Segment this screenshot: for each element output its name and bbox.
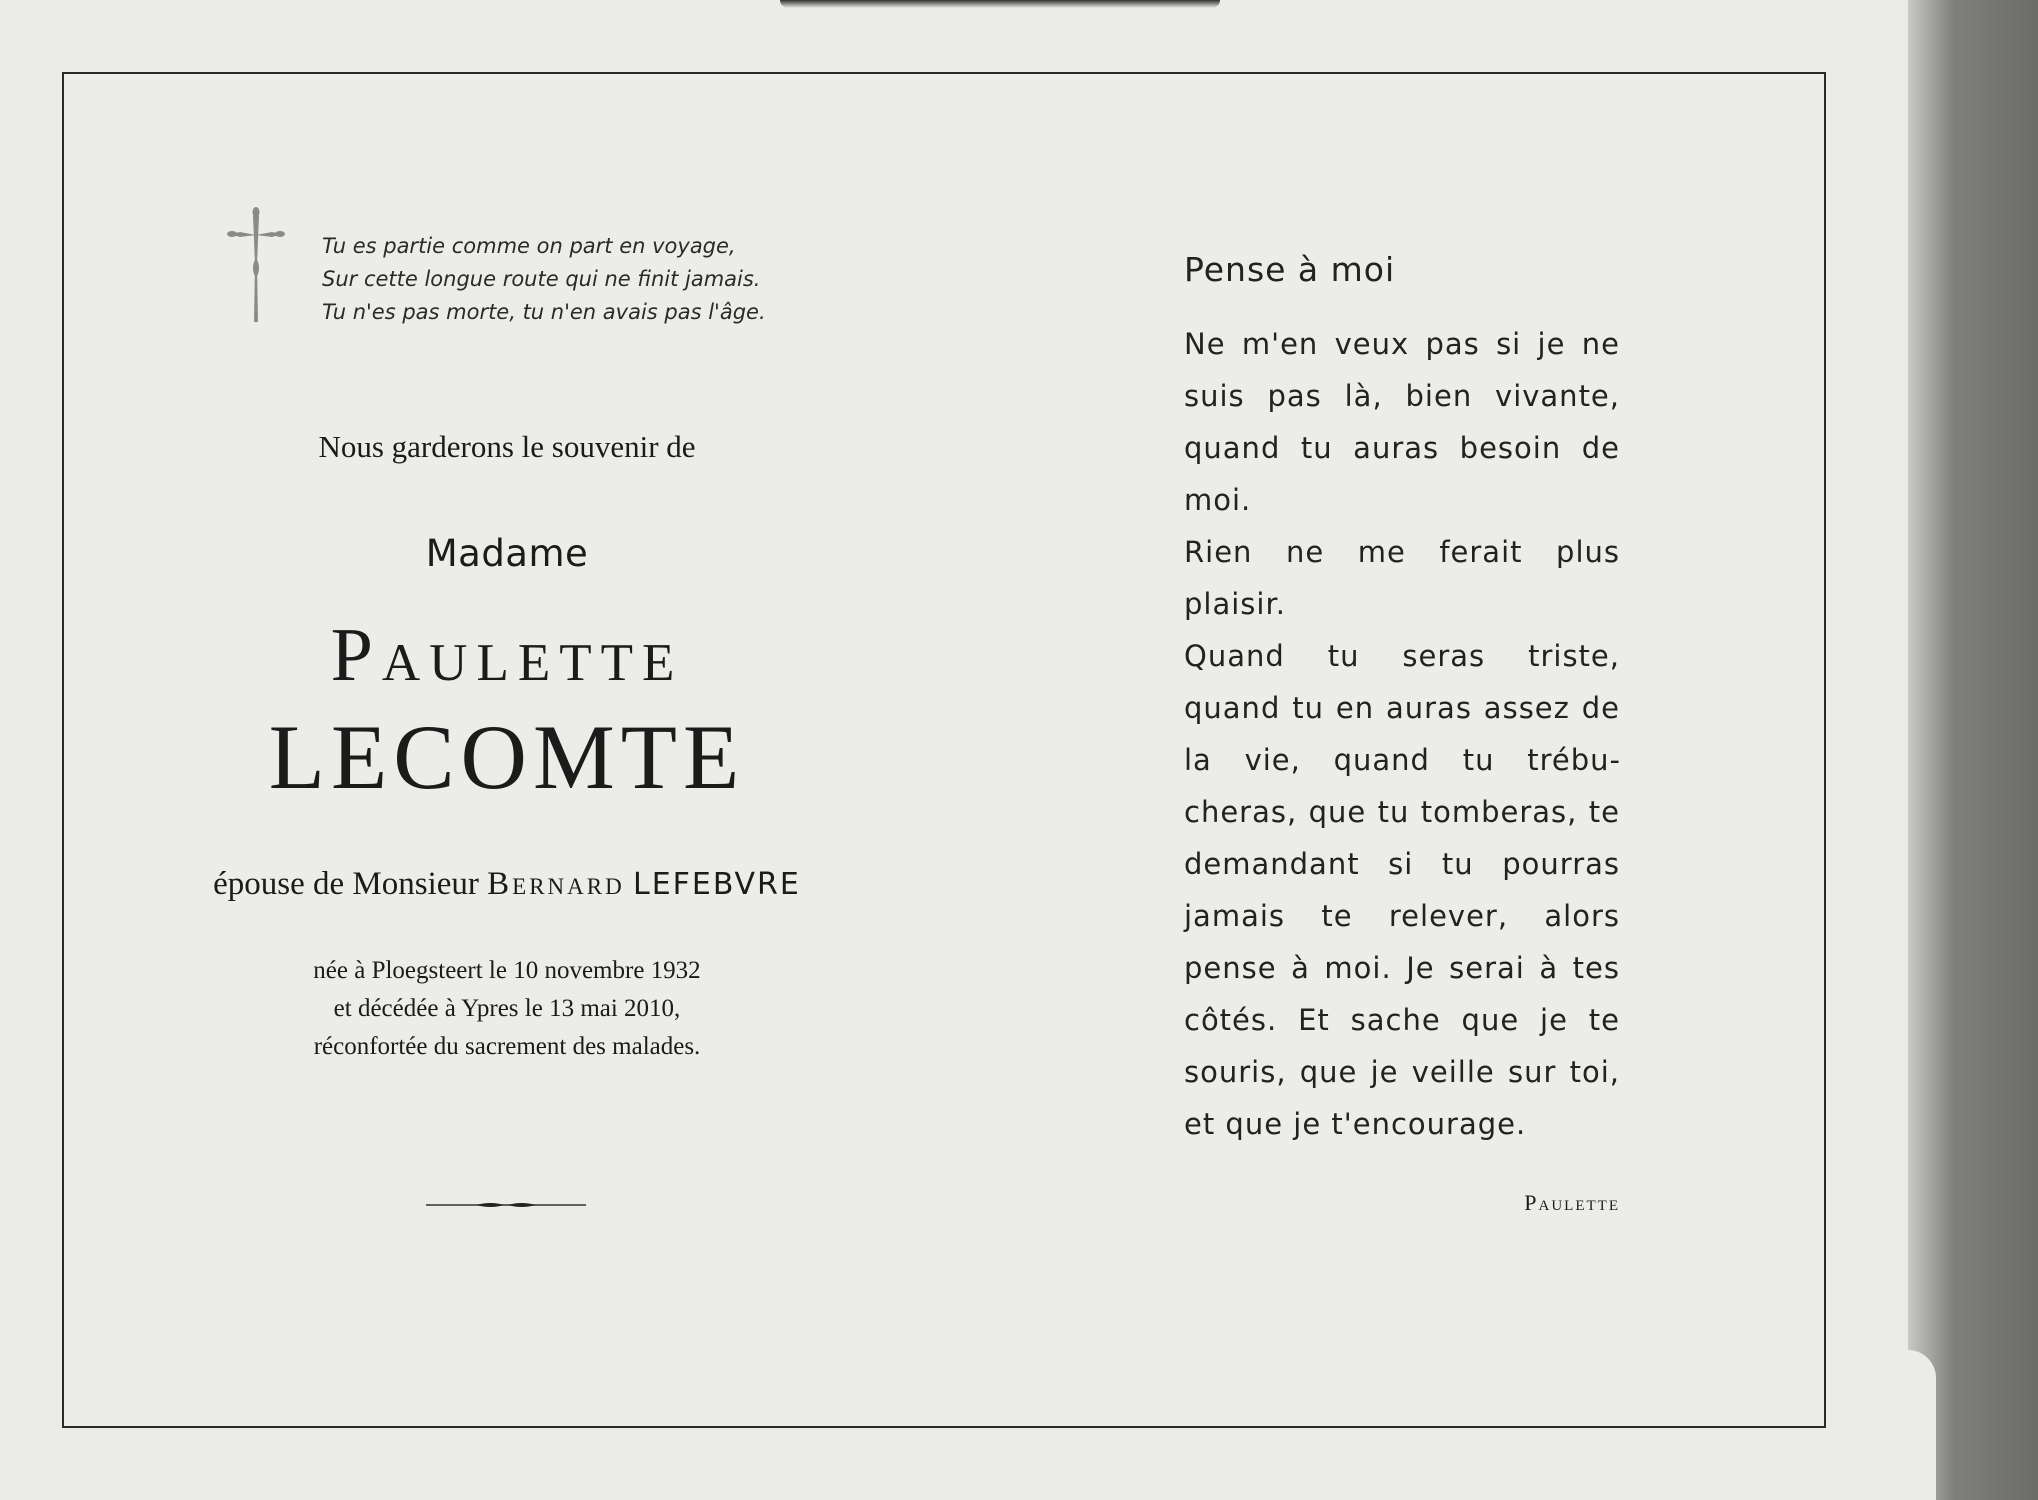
- first-name: Paulette: [330, 613, 684, 697]
- spouse-last-name: LEFEBVRE: [632, 867, 801, 902]
- epitaph-line: Tu es partie comme on part en voyage,: [322, 234, 736, 258]
- poem-body: [1184, 318, 1620, 1150]
- scanner-edge: [1908, 0, 2038, 1500]
- last-name: LECOMTE: [268, 706, 746, 808]
- death-line: et décédée à Ypres le 13 mai 2010,: [333, 995, 681, 1022]
- poem-title: Pense à moi: [1184, 250, 1396, 289]
- intro-text: Nous garderons le souvenir de: [318, 429, 696, 464]
- poem-paragraph: Quand tu seras triste, quand tu en auras assez de la vie, quand tu trébucheras, que tu tomberas, te demandant si tu pourras jamais te relever, alors pense à moi. Je serai à tes côtés. Et sache que je te souris, que je veille sur toi, et que je t'encourage.: [1184, 639, 1620, 1141]
- life-dates: [64, 952, 950, 1066]
- birth-line: née à Ploegsteert le 10 novembre 1932: [313, 957, 701, 984]
- poem-paragraph: Rien ne me ferait plus plaisir.: [1184, 535, 1620, 621]
- ornament-divider-icon: [426, 1200, 586, 1210]
- spouse-prefix: épouse de Monsieur: [213, 866, 479, 902]
- epitaph: [322, 230, 766, 329]
- sacrament-line: réconfortée du sacrement des malades.: [313, 1033, 701, 1060]
- scan-top-shadow: [780, 0, 1220, 8]
- spouse-line: [64, 866, 950, 903]
- memorial-card: [62, 72, 1826, 1428]
- scanner-notch: [1908, 1350, 1936, 1500]
- epitaph-line: Tu n'es pas morte, tu n'en avais pas l'âge.: [322, 300, 766, 324]
- epitaph-line: Sur cette longue route qui ne finit jamais.: [322, 267, 761, 291]
- spouse-first-name: Bernard: [487, 866, 625, 902]
- honorific: Madame: [425, 532, 589, 575]
- poem-signature: Paulette: [1524, 1190, 1620, 1215]
- poem-paragraph: Ne m'en veux pas si je ne suis pas là, bien vivante, quand tu auras besoin de moi.: [1184, 327, 1620, 517]
- cross-icon: [226, 204, 286, 324]
